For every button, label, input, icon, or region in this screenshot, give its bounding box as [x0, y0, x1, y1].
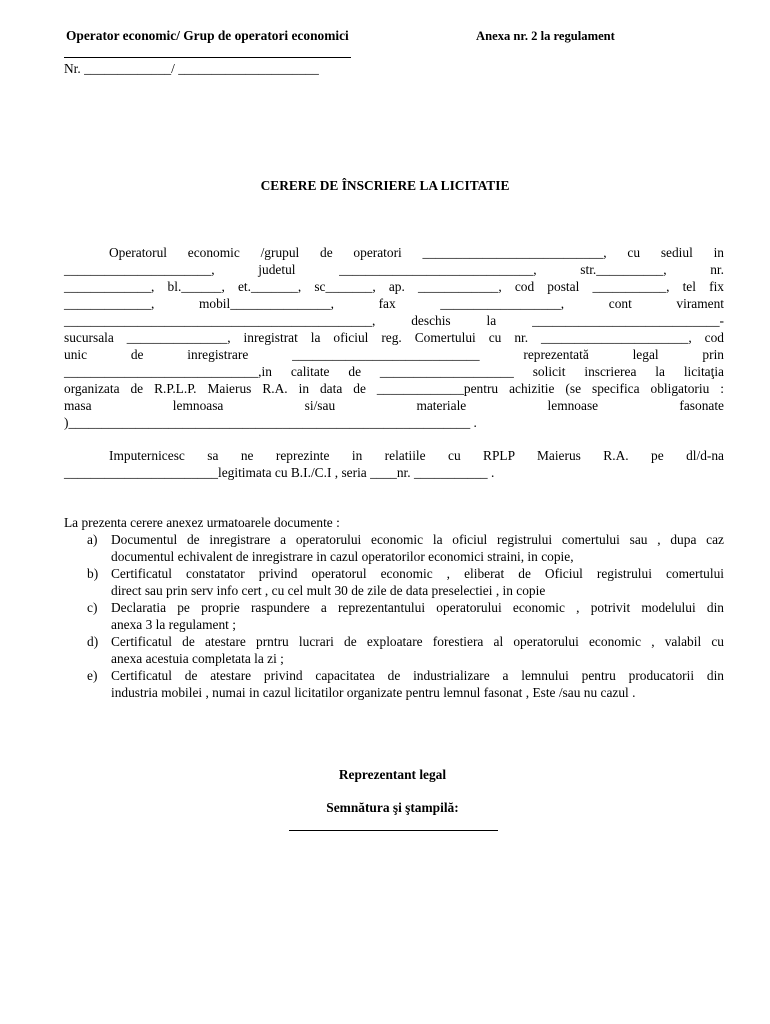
body-line: masa lemnoasa si/sau materiale lemnoase fasonate	[64, 398, 724, 413]
body-line: sucursala _______________, inregistrat la oficiul reg. Comertului cu nr. ______________________, cod	[64, 330, 724, 345]
list-marker: d)	[87, 634, 99, 649]
authorization-line: _______________________legitimata cu B.I./C.I , seria ____nr. ___________ .	[64, 465, 495, 480]
signature-line	[289, 830, 498, 831]
body-line: _____________, bl.______, et._______, sc_______, ap. ____________, cod postal ___________, tel fix	[64, 279, 724, 294]
list-marker: a)	[87, 532, 98, 547]
list-item-line: anexa acestuia completata la zi ;	[111, 651, 284, 666]
documents-intro: La prezenta cerere anexez urmatoarele documente :	[64, 515, 340, 530]
body-line: organizata de R.P.L.P. Maierus R.A. in data de _____________pentru achizitie (se specifica obligatoriu :	[64, 381, 724, 396]
list-item-line: Certificatul de atestare prntru lucrari de exploatare forestiera al operatorului economic , valabil cu	[111, 634, 724, 649]
signature-role: Reprezentant legal	[338, 767, 447, 782]
number-line: Nr. _____________/ _____________________	[64, 61, 319, 76]
body-line: _____________, mobil_______________, fax __________________, cont virament	[64, 296, 724, 311]
page-title: CERERE DE ÎNSCRIERE LA LICITATIE	[260, 178, 510, 193]
list-marker: e)	[87, 668, 98, 683]
authorization-line: Imputernicesc sa ne reprezinte in relatiile cu RPLP Maierus R.A. pe dl/d-na	[109, 448, 724, 463]
list-item-line: Certificatul constatator privind operatorul economic , eliberat de Oficiul registrului comertului	[111, 566, 724, 581]
operator-underline	[64, 57, 351, 58]
body-line: unic de inregistrare ____________________________ reprezentată legal prin	[64, 347, 724, 362]
list-item-line: anexa 3 la regulament ;	[111, 617, 236, 632]
list-marker: c)	[87, 600, 98, 615]
body-line: _____________________________,in calitate de ____________________ solicit inscrierea la licitaţia	[64, 364, 724, 379]
list-item-line: Declaratia pe proprie raspundere a reprezentantului operatorului economic , potrivit modelului din	[111, 600, 724, 615]
list-item-line: documentul echivalent de inregistrare in cazul operatorilor economici straini, in copie,	[111, 549, 574, 564]
body-line: )____________________________________________________________ .	[64, 415, 477, 430]
body-line: Operatorul economic /grupul de operatori ___________________________, cu sediul in	[109, 245, 724, 260]
operator-label: Operator economic/ Grup de operatori economici	[66, 28, 349, 43]
annex-label: Anexa nr. 2 la regulament	[476, 29, 615, 43]
list-item-line: Certificatul de atestare privind capacitatea de industrializare a lemnului pentru producatorii din	[111, 668, 724, 683]
list-item-line: Documentul de inregistrare a operatorului economic la oficiul registrului comertului sau , dupa caz	[111, 532, 724, 547]
list-marker: b)	[87, 566, 99, 581]
list-item-line: direct sau prin serv info cert , cu cel mult 30 de zile de data preselectiei , in copie	[111, 583, 546, 598]
list-item-line: industria mobilei , numai in cazul licitatilor organizate pentru lemnul fasonat , Este /sau nu cazul .	[111, 685, 636, 700]
body-line: ______________________________________________, deschis la ____________________________-	[64, 313, 724, 328]
signature-label: Semnătura şi ştampilă:	[326, 800, 459, 815]
body-line: ______________________, judetul _____________________________, str.__________, nr.	[64, 262, 724, 277]
